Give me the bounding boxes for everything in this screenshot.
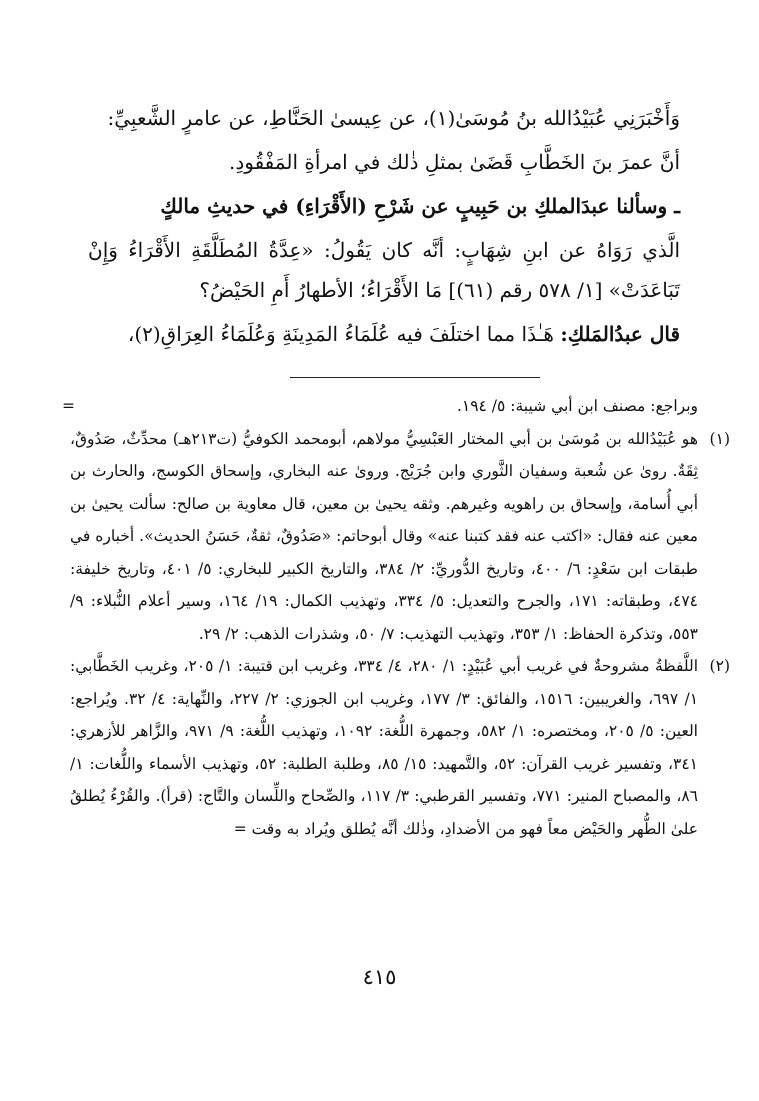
footnote-separator bbox=[290, 377, 540, 378]
answer-text: هَـٰذَا مما اختلَفَ فيه عُلَمَاءُ المَدِينَةِ وَعُلَمَاءُ العِرَاقِ(٢)، bbox=[127, 322, 554, 346]
footnote-1 bbox=[70, 423, 730, 651]
page-number: ٤١٥ bbox=[362, 965, 397, 989]
footnote-number: (١) bbox=[709, 429, 730, 448]
footnote-text: اللَّفظةُ مشروحةٌ في غريب أبي عُبَيْدٍ: ١/ ٢٨٠، ٤/ ٣٣٤، وغريب ابن قتيبة: ١/ ٢٠٥، وغريب الخَطَّابي: ١/ ٦٩٧، والغريبين: ١٥١٦، والفائق: ٣/ ١٧٧، وغريب ابن الجوزي: ٢/ ٢٢٧، والنِّهاية: ٤/ ٣٢. ويُراجع: العين: ٥/ ٢٠٥، ومختصره: ١/ ٥٨٢، وجمهرة اللُّغة: ١٠٩٢، وتهذيب اللُّغة: ٩/ ٩٧١، والزَّاهر للأزهري: ٣٤١، وتفسير غريب القرآن: ٥٢، والتَّمهيد: ١٥/ ٨٥، وطلبة الطلبة: ٥٢، وتهذيب الأسماء واللُّغات: ١/ ٨٦، والمصباح المنير: ٧٧١، وتفسير القرطبي: ٣/ ١١٧، والصِّحاح واللِّسان والتَّاج: (قرأ). والقُرْءُ يُطلقُ علىٰ الطُّهر والحَيْض معاً فهو من الأضدادِ، وذٰلك أنَّه يُطلق ويُراد به وقت = bbox=[70, 657, 699, 838]
continuation-text: وبراجع: مصنف ابن أبي شيبة: ٥/ ١٩٤. bbox=[456, 397, 698, 415]
footnote-text: هو عُبَيْدُالله بن مُوسَىٰ بن أبي المختار العَبْسِيُّ مولاهم، أبومحمد الكوفيُّ (ت٢١٣هـ) محدِّثٌ، صَدُوقٌ، ثِقَةٌ. روىٰ عن شُعبة وسفيان الثَّوري وابن جُرَيْج. وروىٰ عنه البخاري، وإسحاق الكوسج، والحارث بن أبي أُسامة، وإسحاق بن راهويه وغيرهم. وثقه يحيىٰ بن معين، قال معاوية بن صالح: سألت يحيىٰ بن معين عنه فقال: «اكتب عنه فقد كتبنا عنه» وقال أبوحاتم: «صَدُوقٌ، ثقةٌ، حَسَنُ الحديث». أخباره في طبقات ابن سَعْدٍ: ٦/ ٤٠٠، وتاريخ الدُّوريِّ: ٢/ ٣٨٤، والتاريخ الكبير للبخاري: ٥/ ٤٠١، وتاريخ خليفة: ٤٧٤، وطبقاته: ١٧١، والجرح والتعديل: ٥/ ٣٣٤، وتهذيب الكمال: ١٩/ ١٦٤، وسير أعلام النُّبلاء: ٩/ ٥٥٣، وتذكرة الحفاظ: ١/ ٣٥٣، وتهذيب التهذيب: ٧/ ٥٠، وشذرات الذهب: ٢/ ٢٩. bbox=[70, 429, 699, 643]
body-paragraph: الَّذي رَوَاهُ عن ابنِ شِهَابٍ: أنَّه كان يَقُولُ: «عِدَّةُ المُطَلَّقَةِ الأَقْرَاءُ وَإِنْ تَبَاعَدَتْ» [١/ ٥٧٨ رقم (٦١)] مَا الأَقْرَاءُ؛ الأطهارُ أَمِ الحَيْضُ؟ bbox=[88, 238, 680, 302]
continuation-marker: = bbox=[62, 397, 75, 415]
body-line-1: وَأَخْبَرَنِي عُبَيْدُالله بنُ مُوسَىٰ(١)، عن عِيسىٰ الحَنَّاطِ، عن عامرٍ الشَّعبِيِّ: bbox=[107, 106, 680, 130]
footnotes bbox=[62, 390, 730, 845]
answer-line bbox=[88, 314, 680, 354]
answer-label: قال عبدُالمَلكِ: bbox=[560, 322, 680, 346]
footnote-number: (٢) bbox=[709, 657, 730, 675]
main-text bbox=[88, 98, 680, 354]
footnote-2 bbox=[70, 650, 730, 845]
body-line-2: أنَّ عمرَ بنَ الخَطَّابِ قَضَىٰ بمثلِ ذٰلك في امرأةِ المَفْقُودِ. bbox=[228, 150, 680, 174]
section-heading: ـ وسألنا عبدَالملكِ بن حَبِيبٍ عن شَرْحِ (الأَقْرَاءِ) في حديثِ مالكٍ bbox=[160, 194, 680, 218]
footnote-continuation bbox=[62, 390, 730, 423]
